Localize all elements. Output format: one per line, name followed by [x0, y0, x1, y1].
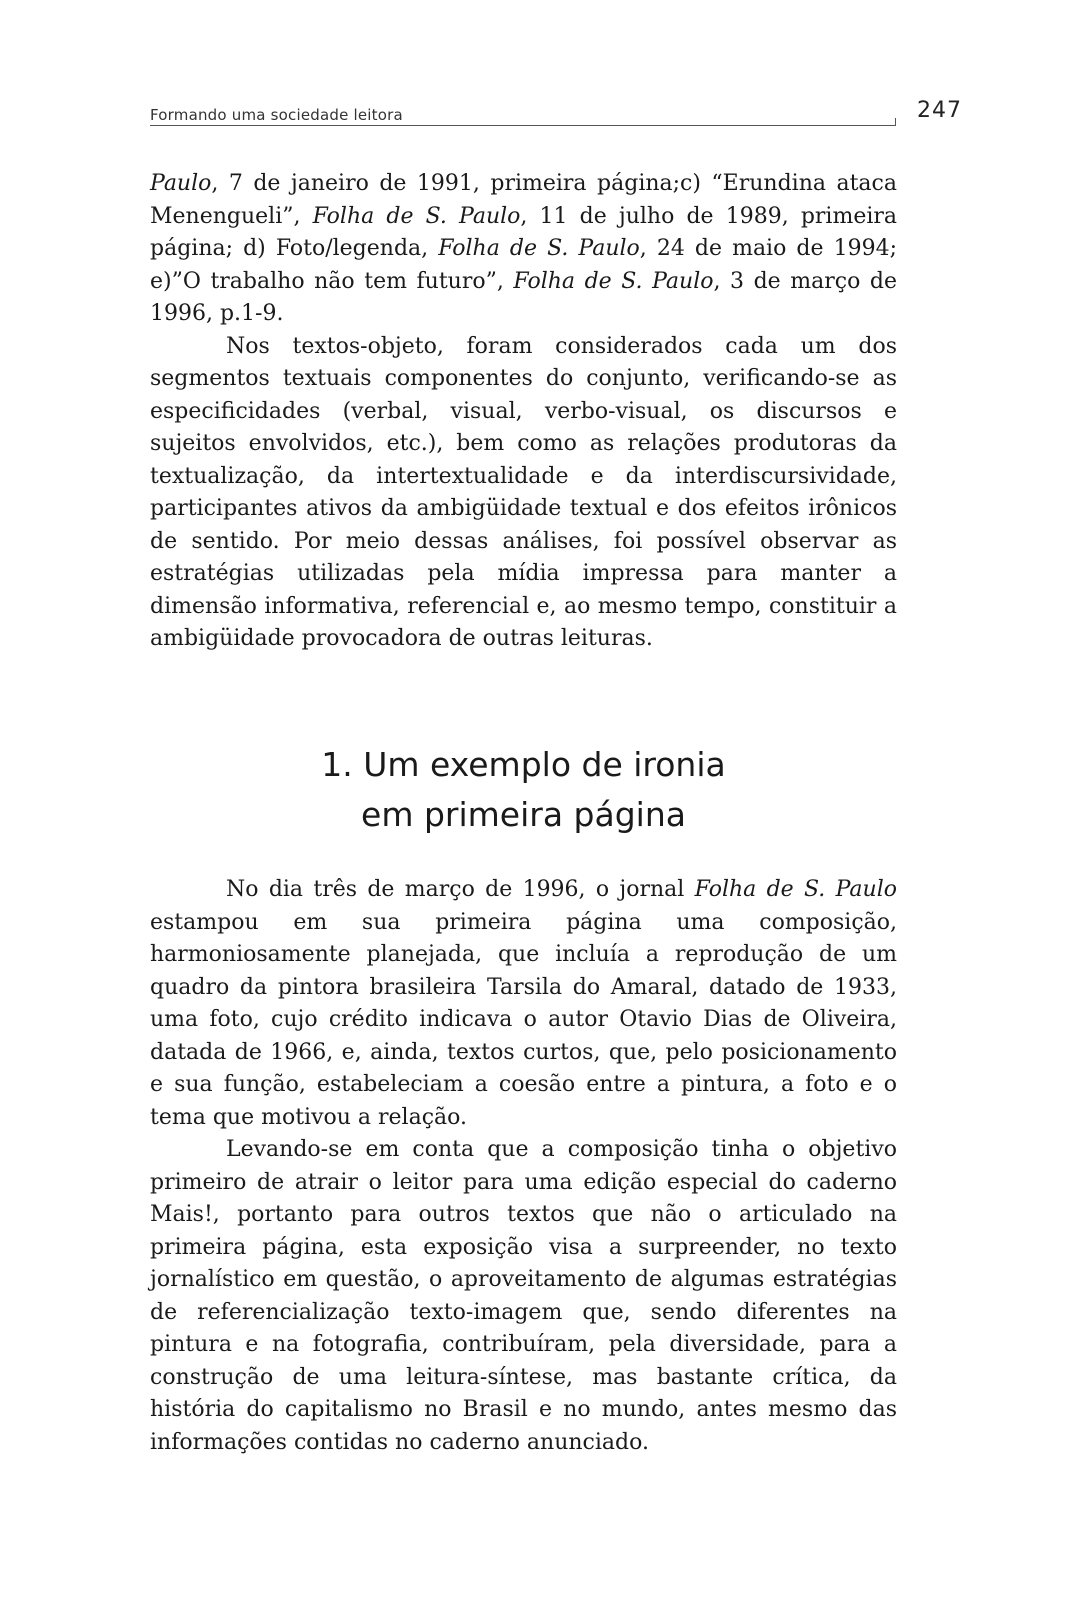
paragraph-segment: No dia três de março de 1996, o jornal [226, 877, 695, 902]
paragraph [150, 874, 897, 1134]
header-rule-tick [895, 118, 896, 126]
paragraph-segment: Paulo [150, 171, 212, 196]
page-number: 247 [917, 98, 962, 123]
section-heading [150, 740, 897, 840]
running-title: Formando uma sociedade leitora [150, 106, 403, 124]
paragraph-segment: Folha de S. Paulo [438, 236, 640, 261]
text-block-top [150, 168, 897, 656]
paragraph-segment: Folha de S. Paulo [513, 268, 714, 294]
paragraph [150, 168, 897, 331]
running-header [150, 96, 962, 130]
paragraph-segment: , 7 de janeiro de 1991, primeira página;c) “Erundina ataca Menengueli”, [150, 171, 897, 229]
paragraph-segment: Folha de S. Paulo [312, 203, 521, 229]
paragraph-segment: , 11 de julho de 1989, primeira página; d) Foto/legenda, [150, 203, 898, 261]
paragraph-segment: estampou em sua primeira página uma composição, harmoniosamente planejada, que incluía a reprodução de um quadro da pintora brasileira Tarsila do Amaral, datado de 1933, uma foto, cujo crédito indicava o autor Otavio Dias de Oliveira, datada de 1966, e, ainda, textos curtos, que, pelo posicionamento e sua função, estabeleciam a coesão entre a pintura, a foto e o tema que motivou a relação. [150, 909, 897, 1130]
paragraph-segment: Levando-se em conta que a composição tinha o objetivo primeiro de atrair o leitor para uma edição especial do caderno Mais!, portanto para outros textos que não o articulado na primeira página, esta exposição visa a surpreender, no texto jornalístico em questão, o aproveitamento de algumas estratégias de referencialização texto-imagem que, sendo diferentes na pintura e na fotografia, contribuíram, pela diversidade, para a construção de uma leitura-síntese, mas bastante crítica, da história do capitalismo no Brasil e no mundo, antes mesmo das informações contidas no caderno anunciado. [150, 1137, 897, 1455]
text-block-bottom [150, 874, 897, 1459]
paragraph-segment: Nos textos-objeto, foram considerados cada um dos segmentos textuais componentes do conjunto, verificando-se as especificidades (verbal, visual, verbo-visual, os discursos e sujeitos envolvidos, etc.), bem como as relações produtoras da textualização, da intertextualidade e da interdiscursividade, participantes ativos da ambigüidade textual e dos efeitos irônicos de sentido. Por meio dessas análises, foi possível observar as estratégias utilizadas pela mídia impressa para manter a dimensão informativa, referencial e, ao mesmo tempo, constituir a ambigüidade provocadora de outras leituras. [150, 333, 897, 651]
paragraph-segment: , 24 de maio de 1994; e)”O trabalho não tem futuro”, [150, 236, 897, 294]
section-heading-line: 1. Um exemplo de ironia [321, 745, 726, 784]
header-rule [150, 125, 896, 126]
paragraph-segment: Folha de S. Paulo [694, 877, 897, 902]
paragraph [150, 1134, 897, 1459]
paragraph-segment: , 3 de março de 1996, p.1-9. [150, 268, 897, 326]
section-heading-line: em primeira página [361, 795, 686, 834]
paragraph [150, 331, 897, 656]
